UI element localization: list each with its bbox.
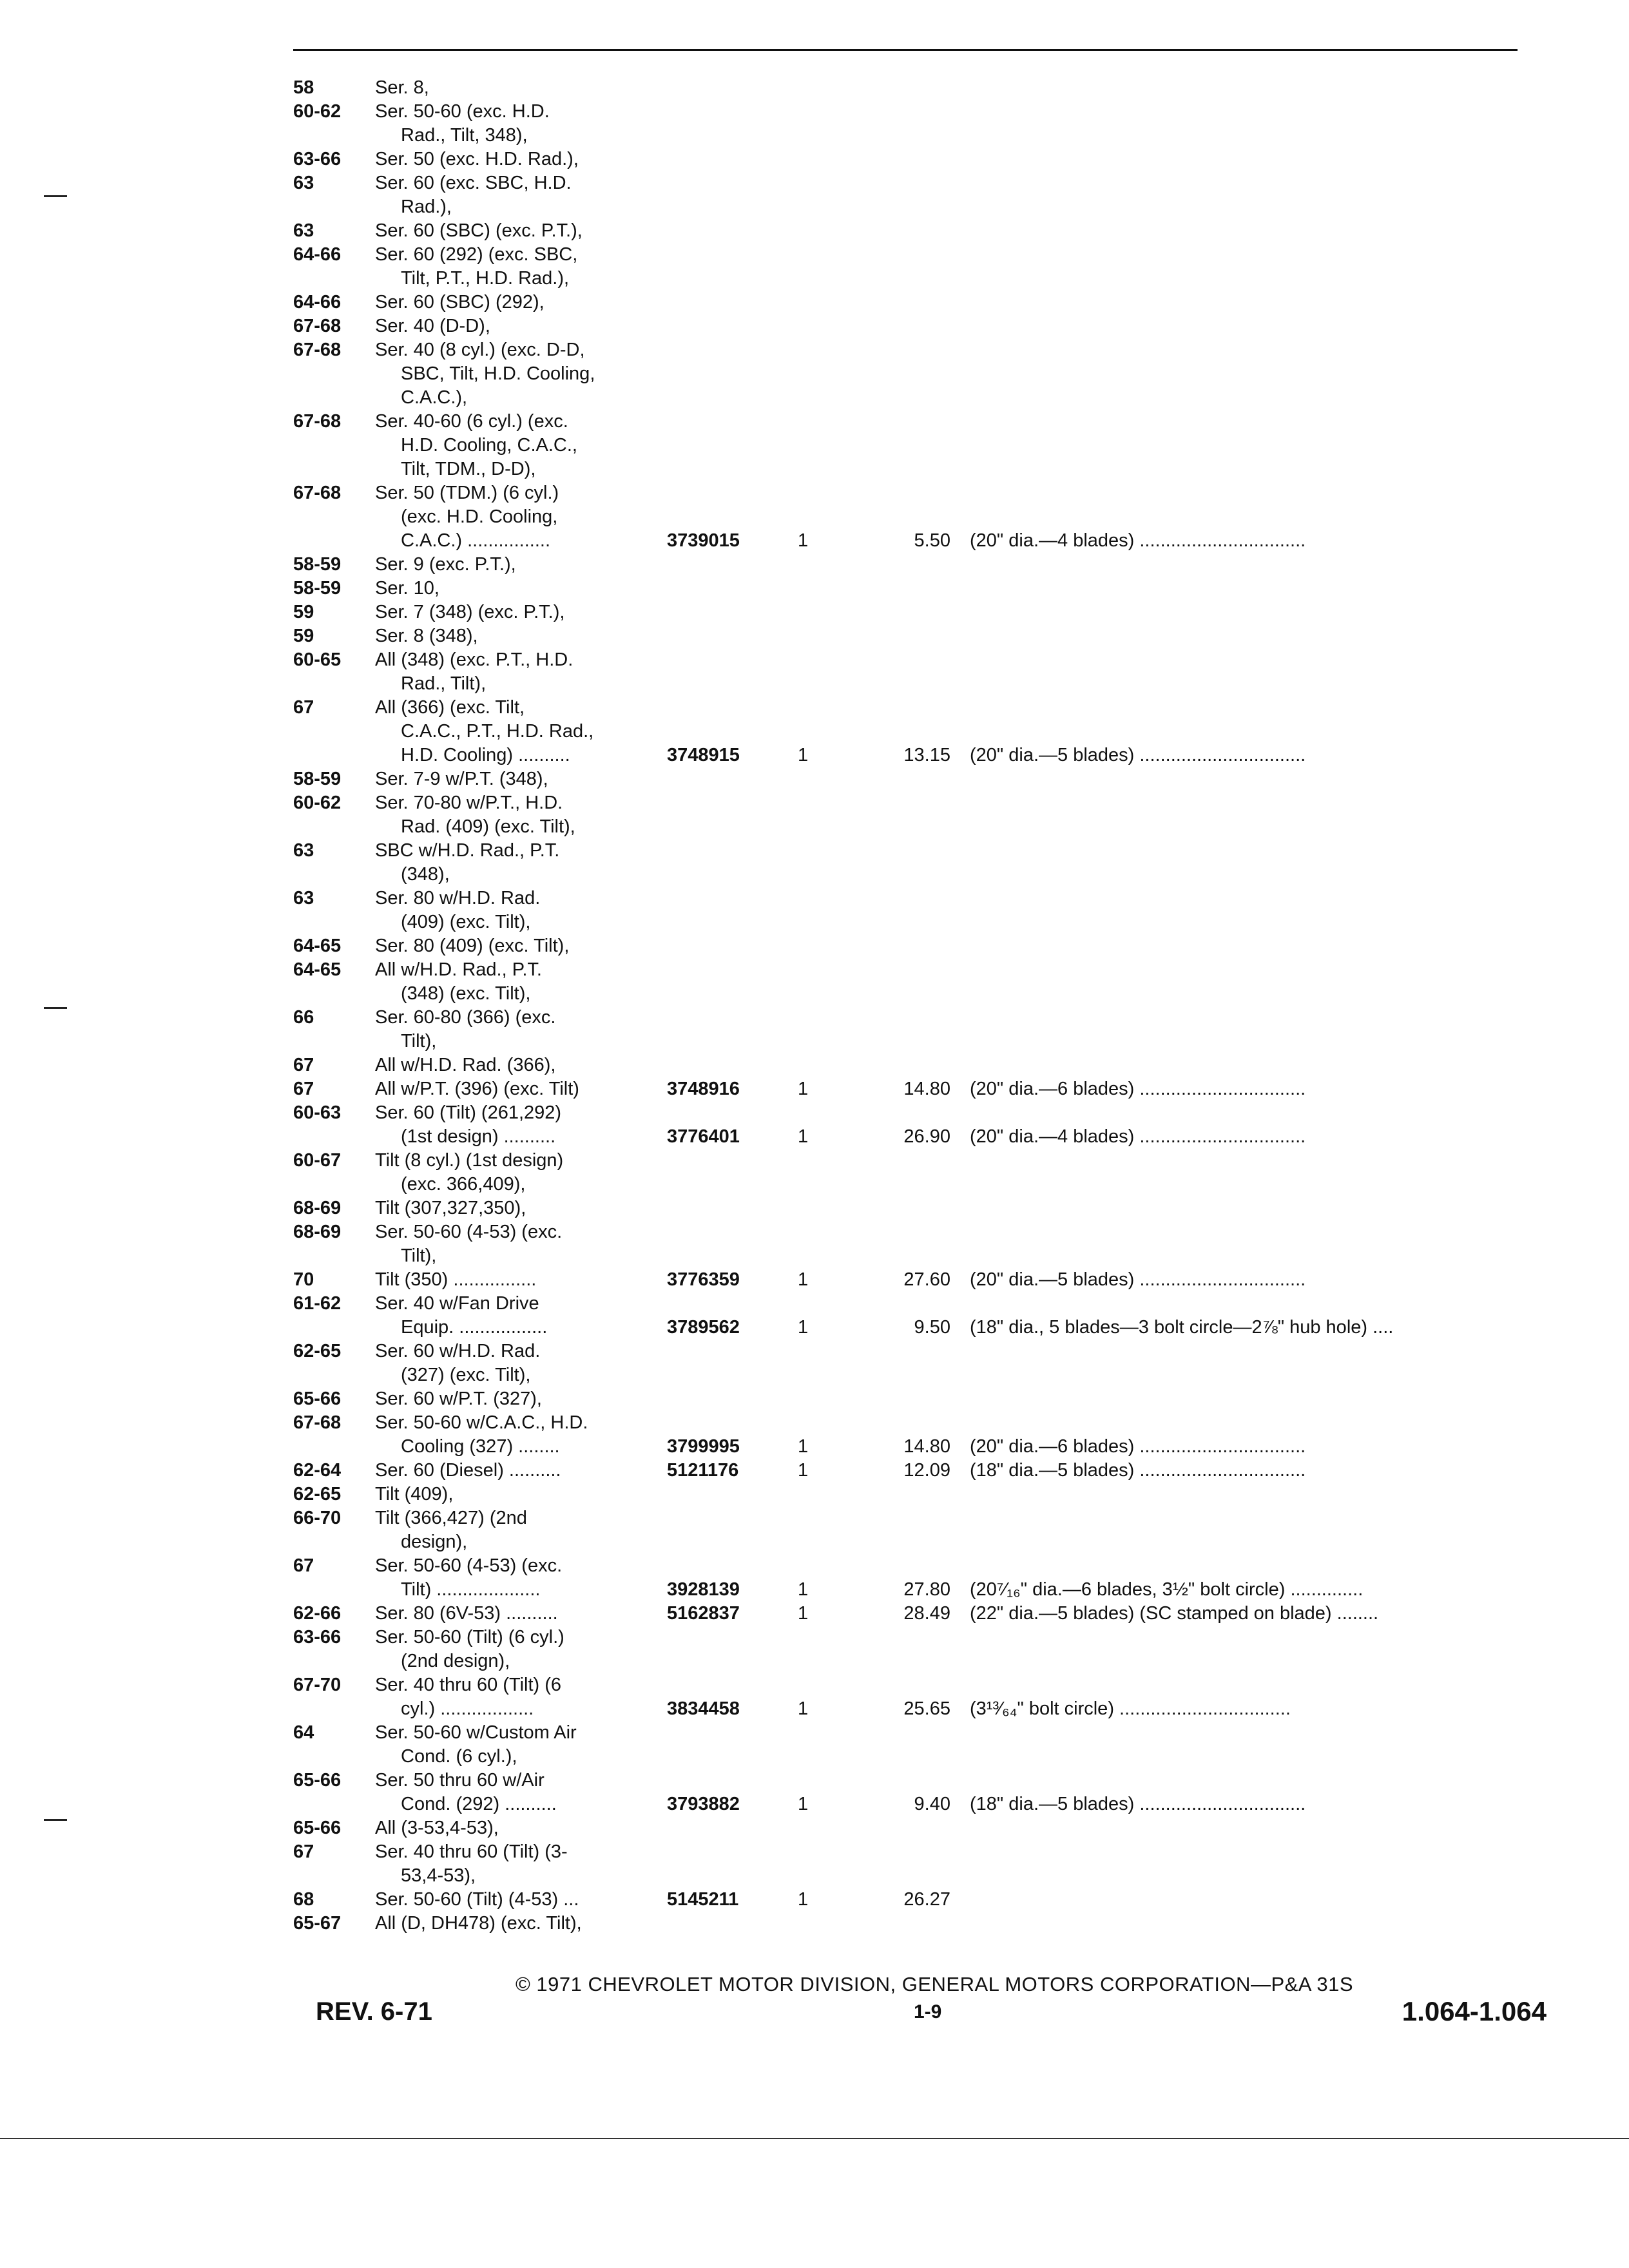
application-line: Ser. 50-60 w/C.A.C., H.D.	[375, 1412, 588, 1433]
application-line: Tilt (409),	[375, 1484, 454, 1504]
application-line: Ser. 60 w/P.T. (327),	[375, 1389, 542, 1409]
model-years: 63	[293, 888, 314, 908]
application-line: SBC, Tilt, H.D. Cooling,	[401, 363, 595, 384]
parts-entry	[293, 1268, 1543, 1292]
application-line: Tilt),	[401, 1031, 437, 1052]
parts-entry	[293, 338, 1543, 410]
application-line: Tilt) ....................	[401, 1579, 541, 1600]
application-line: Ser. 8 (348),	[375, 626, 478, 646]
parts-entry	[293, 100, 1543, 148]
application-line: Cond. (6 cyl.),	[401, 1746, 517, 1767]
description: (18" dia.—5 blades) ................................	[970, 1794, 1306, 1814]
application-text	[375, 1673, 652, 1721]
quantity: 1	[798, 1317, 809, 1338]
model-years: 59	[293, 626, 314, 646]
parts-entry	[293, 1149, 1543, 1196]
parts-entry	[293, 243, 1543, 291]
model-years: 65-66	[293, 1389, 342, 1409]
model-years: 64-65	[293, 936, 342, 956]
model-years: 60-65	[293, 649, 342, 670]
application-line: cyl.) ..................	[401, 1698, 534, 1719]
application-line: Ser. 60 (292) (exc. SBC,	[375, 244, 578, 265]
application-line: design),	[401, 1532, 468, 1552]
quantity: 1	[798, 1460, 809, 1481]
description: (20⁷⁄₁₆" dia.—6 blades, 3½" bolt circle) ..............	[970, 1579, 1364, 1600]
application-text	[375, 934, 652, 958]
model-years: 67-68	[293, 1412, 342, 1433]
model-years: 67-68	[293, 340, 342, 360]
application-text	[375, 314, 652, 338]
application-line: Ser. 60 (SBC) (exc. P.T.),	[375, 220, 583, 241]
parts-entry	[293, 171, 1543, 219]
model-years: 63	[293, 840, 314, 861]
bottom-rule	[0, 2138, 1629, 2139]
parts-entry	[293, 1506, 1543, 1554]
application-line: Rad. (409) (exc. Tilt),	[401, 816, 575, 837]
application-text	[375, 624, 652, 648]
description: (3¹³⁄₆₄" bolt circle) .................................	[970, 1698, 1291, 1719]
application-text	[375, 601, 652, 624]
description: (20" dia.—6 blades) ................................	[970, 1436, 1306, 1457]
application-text	[375, 1912, 652, 1936]
price: 12.09	[903, 1460, 950, 1481]
application-line: All (D, DH478) (exc. Tilt),	[375, 1913, 582, 1934]
price: 9.40	[914, 1794, 950, 1814]
parts-entry	[293, 1840, 1543, 1888]
application-line: (327) (exc. Tilt),	[401, 1365, 531, 1385]
model-years: 60-67	[293, 1150, 342, 1171]
model-years: 70	[293, 1269, 314, 1290]
parts-entry	[293, 1888, 1543, 1912]
parts-entry	[293, 1554, 1543, 1602]
price: 9.50	[914, 1317, 950, 1338]
parts-entry	[293, 553, 1543, 577]
application-line: (348) (exc. Tilt),	[401, 983, 531, 1004]
price: 26.90	[903, 1126, 950, 1147]
model-years: 58-59	[293, 578, 342, 599]
model-years: 60-62	[293, 101, 342, 122]
description: (20" dia.—5 blades) ................................	[970, 1269, 1306, 1290]
application-text	[375, 1602, 652, 1626]
description: (20" dia.—4 blades) ................................	[970, 1126, 1306, 1147]
model-years: 67-68	[293, 411, 342, 432]
application-text	[375, 1721, 652, 1769]
application-line: Ser. 60 w/H.D. Rad.	[375, 1341, 541, 1361]
part-number: 5145211	[667, 1889, 739, 1910]
application-line: All w/P.T. (396) (exc. Tilt)	[375, 1079, 579, 1099]
model-years: 60-62	[293, 793, 342, 813]
application-text	[375, 1268, 652, 1292]
parts-entry	[293, 76, 1543, 100]
model-years: 66-70	[293, 1508, 342, 1528]
description: (22" dia.—5 blades) (SC stamped on blade) ........	[970, 1603, 1379, 1624]
application-line: (exc. 366,409),	[401, 1174, 526, 1195]
parts-entry	[293, 1816, 1543, 1840]
quantity: 1	[798, 530, 809, 551]
parts-entry	[293, 1459, 1543, 1483]
part-number: 5121176	[667, 1460, 739, 1481]
application-text	[375, 1506, 652, 1554]
application-line: Cond. (292) ..........	[401, 1794, 557, 1814]
revision-label: REV. 6-71	[316, 1997, 432, 2026]
application-text	[375, 76, 652, 100]
model-years: 64-66	[293, 244, 342, 265]
quantity: 1	[798, 1269, 809, 1290]
application-text	[375, 171, 652, 219]
application-line: Ser. 8,	[375, 77, 429, 98]
price: 25.65	[903, 1698, 950, 1719]
application-text	[375, 219, 652, 243]
price: 27.80	[903, 1579, 950, 1600]
application-line: Ser. 9 (exc. P.T.),	[375, 554, 516, 575]
quantity: 1	[798, 1698, 809, 1719]
parts-entry	[293, 601, 1543, 624]
parts-entry	[293, 1387, 1543, 1411]
price: 14.80	[903, 1436, 950, 1457]
application-line: 53,4-53),	[401, 1865, 476, 1886]
model-years: 68	[293, 1889, 314, 1910]
parts-entry	[293, 291, 1543, 314]
parts-entry	[293, 577, 1543, 601]
application-text	[375, 1840, 652, 1888]
model-years: 61-62	[293, 1293, 342, 1314]
part-number: 3799995	[667, 1436, 740, 1457]
application-text	[375, 887, 652, 934]
copyright-line	[316, 1973, 1547, 1996]
price: 27.60	[903, 1269, 950, 1290]
part-number: 3789562	[667, 1317, 740, 1338]
application-line: Ser. 60-80 (366) (exc.	[375, 1007, 556, 1028]
model-years: 63	[293, 220, 314, 241]
application-text	[375, 1292, 652, 1340]
application-text	[375, 1149, 652, 1196]
application-line: Cooling (327) ........	[401, 1436, 560, 1457]
application-line: Ser. 70-80 w/P.T., H.D.	[375, 793, 563, 813]
description: (20" dia.—6 blades) ................................	[970, 1079, 1306, 1099]
parts-entry	[293, 696, 1543, 767]
application-line: Ser. 80 w/H.D. Rad.	[375, 888, 541, 908]
model-years: 58-59	[293, 769, 342, 789]
quantity: 1	[798, 1579, 809, 1600]
model-years: 63-66	[293, 149, 342, 169]
model-years: 65-66	[293, 1818, 342, 1838]
model-years: 65-67	[293, 1913, 342, 1934]
application-line: H.D. Cooling) ..........	[401, 745, 570, 765]
application-line: Ser. 60 (Tilt) (261,292)	[375, 1102, 562, 1123]
model-years: 62-65	[293, 1484, 342, 1504]
model-years: 63-66	[293, 1627, 342, 1648]
model-years: 66	[293, 1007, 314, 1028]
description: (20" dia.—5 blades) ................................	[970, 745, 1306, 765]
parts-entry	[293, 624, 1543, 648]
quantity: 1	[798, 745, 809, 765]
top-rule	[293, 49, 1518, 51]
application-line: (1st design) ..........	[401, 1126, 556, 1147]
margin-tick	[44, 1007, 67, 1009]
application-text	[375, 1101, 652, 1149]
application-line: All w/H.D. Rad., P.T.	[375, 959, 542, 980]
application-text	[375, 553, 652, 577]
parts-entry	[293, 1626, 1543, 1673]
application-line: Tilt),	[401, 1245, 437, 1266]
model-years: 68-69	[293, 1198, 342, 1218]
model-years: 67	[293, 1841, 314, 1862]
application-line: Rad., Tilt),	[401, 673, 487, 694]
application-text	[375, 291, 652, 314]
part-number: 3834458	[667, 1698, 740, 1719]
application-line: Ser. 60 (Diesel) ..........	[375, 1460, 561, 1481]
application-line: Ser. 50 (TDM.) (6 cyl.)	[375, 483, 559, 503]
model-years: 67	[293, 1079, 314, 1099]
parts-entry	[293, 1483, 1543, 1506]
part-number: 3776359	[667, 1269, 740, 1290]
model-years: 67-68	[293, 483, 342, 503]
parts-entry	[293, 1077, 1543, 1101]
application-text	[375, 1077, 652, 1101]
part-number: 3928139	[667, 1579, 740, 1600]
quantity: 1	[798, 1079, 809, 1099]
application-line: Ser. 40 thru 60 (Tilt) (3-	[375, 1841, 568, 1862]
application-line: Ser. 50 (exc. H.D. Rad.),	[375, 149, 579, 169]
parts-entry	[293, 1220, 1543, 1268]
application-text	[375, 1459, 652, 1483]
parts-entry	[293, 1673, 1543, 1721]
application-line: Ser. 50 thru 60 w/Air	[375, 1770, 545, 1791]
page-number: 1-9	[914, 2001, 942, 2023]
parts-entry	[293, 481, 1543, 553]
application-line: Rad.),	[401, 197, 452, 217]
parts-entry	[293, 1769, 1543, 1816]
document-number: 1.064-1.064	[1402, 1996, 1547, 2026]
application-text	[375, 696, 652, 767]
application-line: Tilt (350) ................	[375, 1269, 537, 1290]
part-number: 3748915	[667, 745, 740, 765]
price: 28.49	[903, 1603, 950, 1624]
description: (18" dia.—5 blades) ................................	[970, 1460, 1306, 1481]
application-text	[375, 1387, 652, 1411]
application-text	[375, 1340, 652, 1387]
parts-entry	[293, 1912, 1543, 1936]
application-text	[375, 958, 652, 1006]
price: 5.50	[914, 530, 950, 551]
application-text	[375, 1053, 652, 1077]
application-line: Tilt (8 cyl.) (1st design)	[375, 1150, 564, 1171]
model-years: 64	[293, 1722, 314, 1743]
quantity: 1	[798, 1603, 809, 1624]
application-line: Tilt (307,327,350),	[375, 1198, 526, 1218]
model-years: 65-66	[293, 1770, 342, 1791]
application-line: All w/H.D. Rad. (366),	[375, 1055, 556, 1075]
application-line: SBC w/H.D. Rad., P.T.	[375, 840, 560, 861]
quantity: 1	[798, 1794, 809, 1814]
application-line: Ser. 60 (SBC) (292),	[375, 292, 545, 312]
application-line: Tilt, P.T., H.D. Rad.),	[401, 268, 570, 289]
model-years: 68-69	[293, 1222, 342, 1242]
application-line: Rad., Tilt, 348),	[401, 125, 528, 146]
application-line: Ser. 60 (exc. SBC, H.D.	[375, 173, 572, 193]
application-text	[375, 1196, 652, 1220]
parts-entry	[293, 1101, 1543, 1149]
price: 13.15	[903, 745, 950, 765]
quantity: 1	[798, 1436, 809, 1457]
application-text	[375, 1888, 652, 1912]
parts-entry	[293, 410, 1543, 481]
application-text	[375, 1220, 652, 1268]
application-line: Ser. 10,	[375, 578, 439, 599]
part-number: 3748916	[667, 1079, 740, 1099]
application-line: Tilt, TDM., D-D),	[401, 459, 536, 479]
description: (18" dia., 5 blades—3 bolt circle—2⅞" hub hole) ....	[970, 1317, 1394, 1338]
parts-entry	[293, 934, 1543, 958]
application-text	[375, 1411, 652, 1459]
parts-entry	[293, 314, 1543, 338]
parts-entry	[293, 1721, 1543, 1769]
application-text	[375, 338, 652, 410]
application-line: Ser. 50-60 (Tilt) (6 cyl.)	[375, 1627, 564, 1648]
application-line: Ser. 7-9 w/P.T. (348),	[375, 769, 548, 789]
application-line: H.D. Cooling, C.A.C.,	[401, 435, 577, 456]
application-text	[375, 767, 652, 791]
parts-entry	[293, 148, 1543, 171]
application-text	[375, 839, 652, 887]
model-years: 67	[293, 697, 314, 718]
quantity: 1	[798, 1889, 809, 1910]
application-line: Tilt (366,427) (2nd	[375, 1508, 527, 1528]
application-text	[375, 243, 652, 291]
application-text	[375, 148, 652, 171]
parts-entry	[293, 1602, 1543, 1626]
application-text	[375, 410, 652, 481]
part-number: 5162837	[667, 1603, 740, 1624]
model-years: 59	[293, 602, 314, 622]
application-text	[375, 1769, 652, 1816]
application-line: All (366) (exc. Tilt,	[375, 697, 525, 718]
application-line: Equip. .................	[401, 1317, 548, 1338]
application-line: Ser. 7 (348) (exc. P.T.),	[375, 602, 565, 622]
price: 26.27	[903, 1889, 950, 1910]
application-line: Ser. 40 thru 60 (Tilt) (6	[375, 1675, 562, 1695]
margin-tick	[44, 1819, 67, 1821]
application-text	[375, 1626, 652, 1673]
price: 14.80	[903, 1079, 950, 1099]
quantity: 1	[798, 1126, 809, 1147]
application-text	[375, 1483, 652, 1506]
model-years: 67	[293, 1555, 314, 1576]
application-text	[375, 1006, 652, 1053]
parts-entry	[293, 648, 1543, 696]
application-line: Ser. 50-60 (Tilt) (4-53) ...	[375, 1889, 579, 1910]
application-line: (2nd design),	[401, 1651, 510, 1671]
model-years: 62-64	[293, 1460, 342, 1481]
application-line: Ser. 40 w/Fan Drive	[375, 1293, 539, 1314]
application-text	[375, 791, 652, 839]
application-line: (409) (exc. Tilt),	[401, 912, 531, 932]
application-line: Ser. 80 (409) (exc. Tilt),	[375, 936, 570, 956]
model-years: 58	[293, 77, 314, 98]
application-line: C.A.C.) ................	[401, 530, 551, 551]
parts-entry	[293, 1340, 1543, 1387]
parts-entry	[293, 839, 1543, 887]
application-line: Ser. 40-60 (6 cyl.) (exc.	[375, 411, 568, 432]
model-years: 60-63	[293, 1102, 342, 1123]
model-years: 58-59	[293, 554, 342, 575]
application-line: Ser. 50-60 (exc. H.D.	[375, 101, 550, 122]
application-text	[375, 648, 652, 696]
application-text	[375, 100, 652, 148]
application-line: C.A.C., P.T., H.D. Rad.,	[401, 721, 594, 742]
application-text	[375, 481, 652, 553]
parts-entry	[293, 1053, 1543, 1077]
application-line: All (348) (exc. P.T., H.D.	[375, 649, 574, 670]
copyright-text: © 1971 CHEVROLET MOTOR DIVISION, GENERAL MOTORS CORPORATION—P&A 31S	[515, 1973, 1354, 1995]
model-years: 64-65	[293, 959, 342, 980]
model-years: 64-66	[293, 292, 342, 312]
application-text	[375, 1554, 652, 1602]
parts-entry	[293, 887, 1543, 934]
parts-list	[293, 76, 1543, 1936]
application-line: Ser. 80 (6V-53) ..........	[375, 1603, 558, 1624]
model-years: 67-70	[293, 1675, 342, 1695]
application-line: C.A.C.),	[401, 387, 468, 408]
application-line: All (3-53,4-53),	[375, 1818, 499, 1838]
parts-entry	[293, 767, 1543, 791]
parts-entry	[293, 219, 1543, 243]
application-line: (348),	[401, 864, 450, 885]
application-line: Ser. 50-60 (4-53) (exc.	[375, 1222, 563, 1242]
application-line: Ser. 40 (8 cyl.) (exc. D-D,	[375, 340, 585, 360]
model-years: 62-65	[293, 1341, 342, 1361]
part-number: 3776401	[667, 1126, 740, 1147]
application-text	[375, 577, 652, 601]
model-years: 67-68	[293, 316, 342, 336]
parts-entry	[293, 958, 1543, 1006]
parts-entry	[293, 1411, 1543, 1459]
parts-entry	[293, 1292, 1543, 1340]
application-line: Ser. 50-60 w/Custom Air	[375, 1722, 577, 1743]
application-line: Ser. 50-60 (4-53) (exc.	[375, 1555, 563, 1576]
model-years: 62-66	[293, 1603, 342, 1624]
model-years: 67	[293, 1055, 314, 1075]
application-line: Ser. 40 (D-D),	[375, 316, 490, 336]
description: (20" dia.—4 blades) ................................	[970, 530, 1306, 551]
margin-tick	[44, 195, 67, 197]
parts-entry	[293, 791, 1543, 839]
application-line: (exc. H.D. Cooling,	[401, 506, 558, 527]
model-years: 63	[293, 173, 314, 193]
part-number: 3739015	[667, 530, 740, 551]
parts-entry	[293, 1006, 1543, 1053]
application-text	[375, 1816, 652, 1840]
parts-entry	[293, 1196, 1543, 1220]
part-number: 3793882	[667, 1794, 740, 1814]
